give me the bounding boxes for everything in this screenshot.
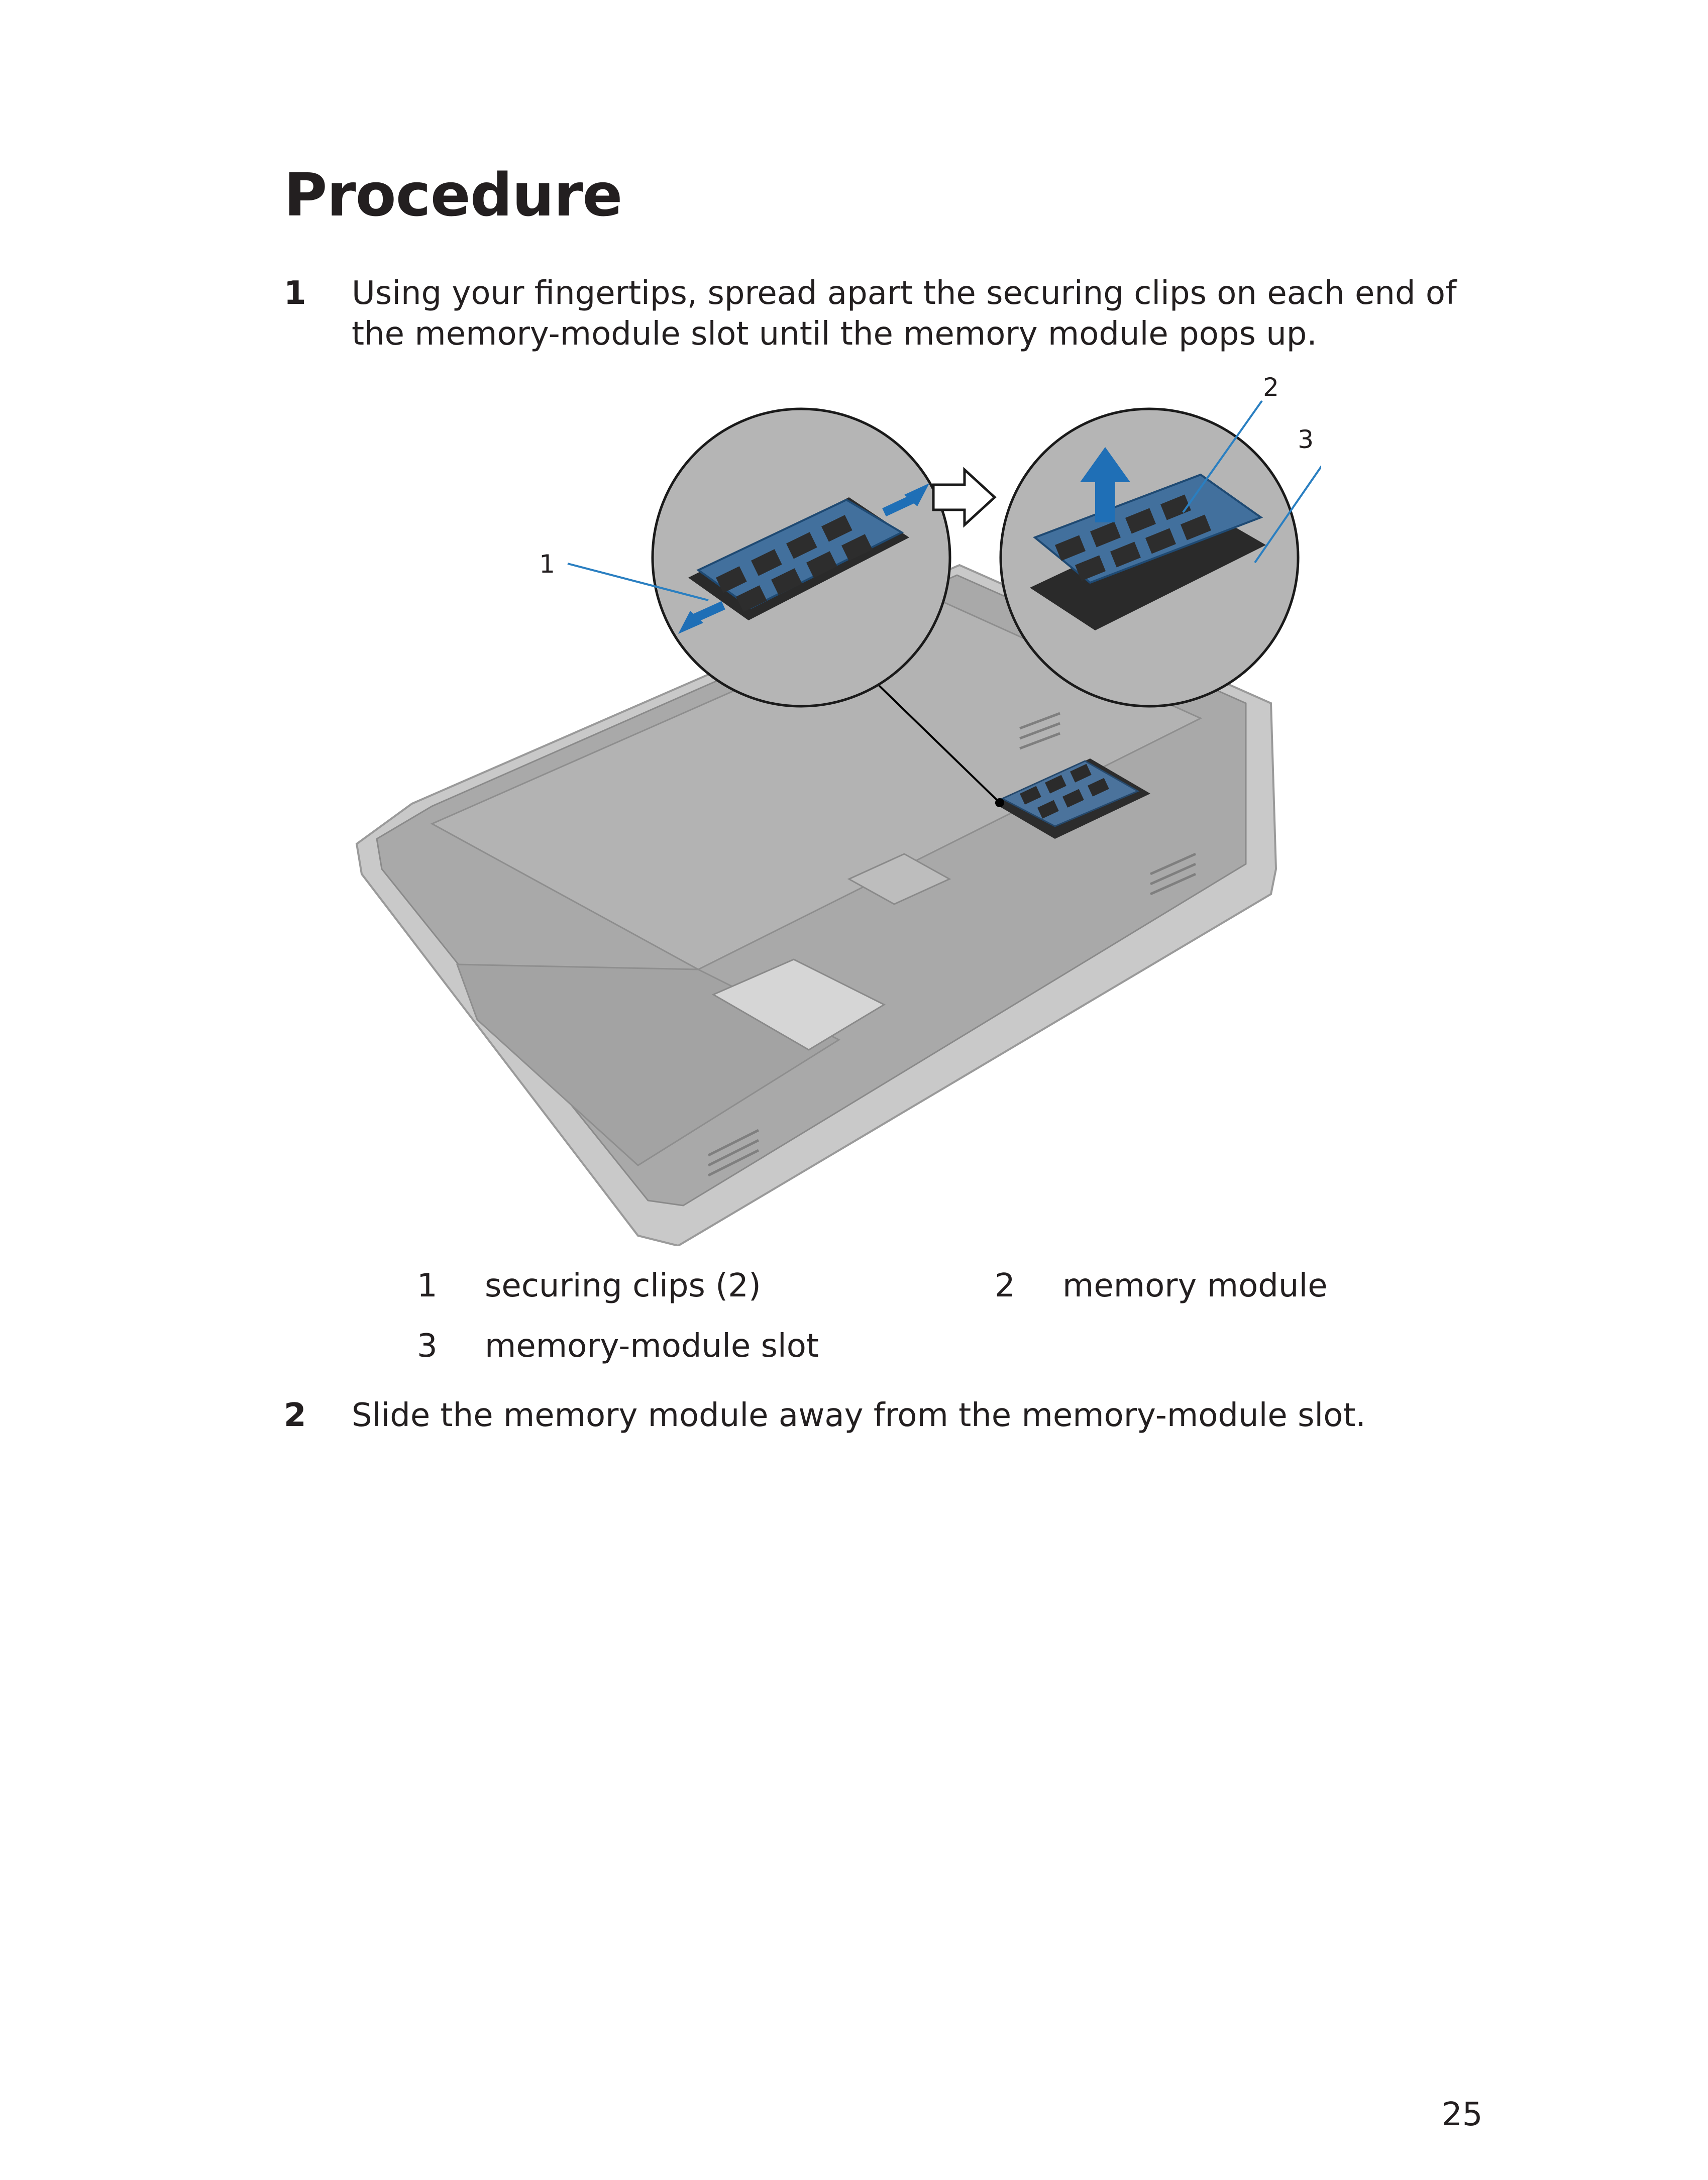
procedure-step-1 <box>284 273 1489 359</box>
step-number: 1 <box>284 275 306 312</box>
page-number: 25 <box>1442 2096 1483 2133</box>
step-text: Using your fingertips, spread apart the securing clips on each end of the memory-module slot until the memory module pops up. <box>352 275 1457 353</box>
legend-item <box>417 1326 919 1366</box>
legend-label: memory-module slot <box>485 1328 819 1365</box>
legend-number: 1 <box>417 1267 438 1304</box>
callout-1: 1 <box>539 550 555 579</box>
legend-label: securing clips (2) <box>485 1267 761 1304</box>
procedure-step-2 <box>284 1395 1489 1441</box>
step-number: 2 <box>284 1397 306 1434</box>
legend-item <box>417 1266 919 1306</box>
step-text: Slide the memory module away from the memory-module slot. <box>352 1397 1366 1434</box>
legend-item <box>995 1266 1497 1306</box>
zoom-detail-right <box>1001 409 1298 706</box>
legend-number: 3 <box>417 1328 438 1365</box>
legend-label: memory module <box>1062 1267 1328 1304</box>
callout-3: 3 <box>1298 425 1314 454</box>
zoom-detail-left <box>653 409 950 706</box>
legend-number: 2 <box>995 1267 1015 1304</box>
memory-module-illustration <box>347 372 1321 1246</box>
page-title: Procedure <box>284 160 622 230</box>
callout-2: 2 <box>1263 373 1279 402</box>
